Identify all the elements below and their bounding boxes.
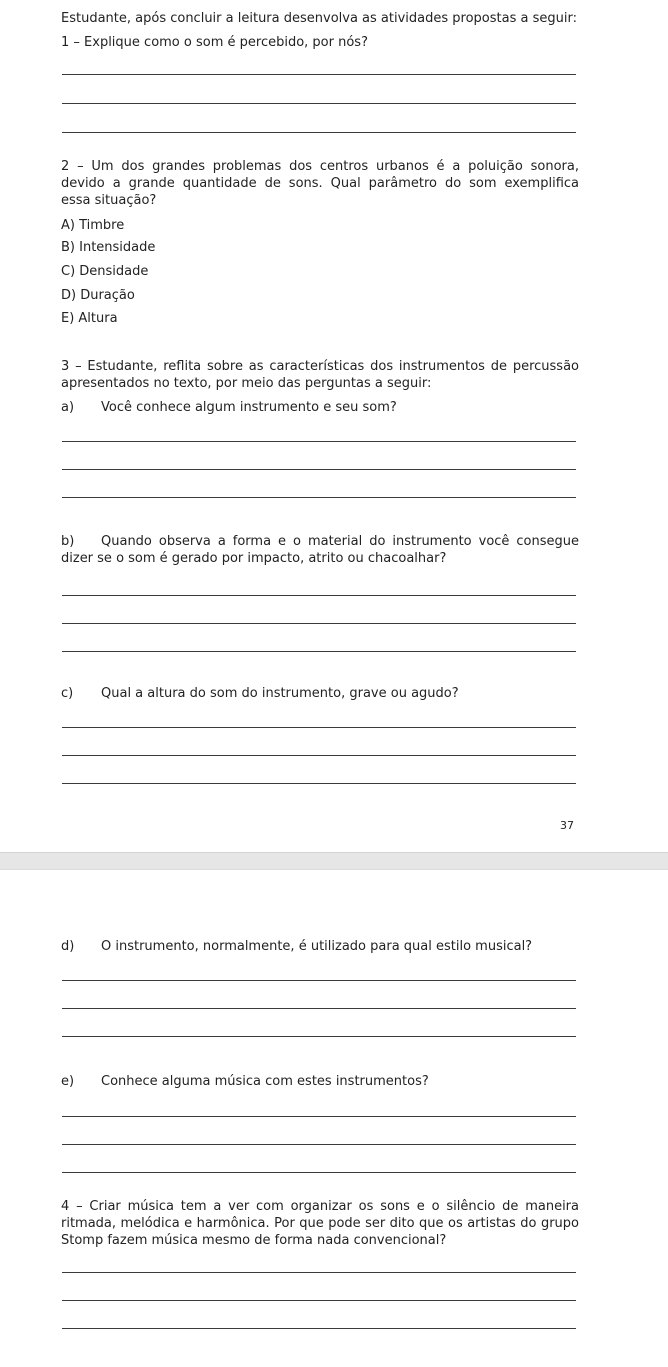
item-b-text-1: Quando observa a forma e o material do instrumento você consegue: [101, 534, 579, 549]
answer-line: [62, 755, 576, 756]
answer-line: [62, 1300, 576, 1301]
answer-line: [62, 783, 576, 784]
item-b-line-1: [61, 535, 579, 548]
answer-line: [62, 623, 576, 624]
question-2-line-3: essa situação?: [61, 193, 157, 208]
option-d: D) Duração: [61, 288, 135, 303]
answer-line: [62, 1036, 576, 1037]
item-e-text: Conhece alguma música com estes instrumentos?: [101, 1074, 429, 1089]
item-d-label: d): [61, 939, 75, 954]
question-4-line-1: 4 – Criar música tem a ver com organizar os sons e o silêncio de maneira: [61, 1199, 579, 1214]
item-a: [61, 401, 579, 414]
item-b-label: b): [61, 534, 75, 549]
option-a: A) Timbre: [61, 218, 125, 233]
item-c: [61, 687, 579, 700]
answer-line: [62, 103, 576, 104]
answer-line: [62, 132, 576, 133]
intro-text: Estudante, após concluir a leitura desenvolva as atividades propostas a seguir:: [61, 11, 577, 26]
question-4-line-2: ritmada, melódica e harmônica. Por que pode ser dito que os artistas do grupo: [61, 1216, 579, 1231]
item-a-text: Você conhece algum instrumento e seu som?: [101, 400, 397, 415]
question-1: 1 – Explique como o som é percebido, por nós?: [61, 35, 368, 50]
item-e-label: e): [61, 1074, 75, 1089]
answer-line: [62, 497, 576, 498]
question-4-line-3: Stomp fazem música mesmo de forma nada convencional?: [61, 1233, 447, 1248]
answer-line: [62, 441, 576, 442]
answer-line: [62, 727, 576, 728]
answer-line: [62, 595, 576, 596]
answer-line: [62, 1272, 576, 1273]
option-b: B) Intensidade: [61, 240, 156, 255]
item-e: [61, 1075, 579, 1088]
page-separator: [0, 852, 668, 870]
answer-line: [62, 469, 576, 470]
answer-line: [62, 1116, 576, 1117]
page-number: 37: [560, 819, 574, 832]
answer-line: [62, 1328, 576, 1329]
answer-line: [62, 1008, 576, 1009]
answer-line: [62, 1172, 576, 1173]
answer-line: [62, 74, 576, 75]
item-d-text: O instrumento, normalmente, é utilizado para qual estilo musical?: [101, 939, 533, 954]
answer-line: [62, 651, 576, 652]
answer-line: [62, 980, 576, 981]
item-c-text: Qual a altura do som do instrumento, grave ou agudo?: [101, 686, 459, 701]
page-38: [0, 870, 668, 1367]
question-3-line-1: 3 – Estudante, reflita sobre as características dos instrumentos de percussão: [61, 359, 579, 374]
answer-line: [62, 1144, 576, 1145]
question-2-line-2: devido a grande quantidade de sons. Qual parâmetro do som exemplifica: [61, 176, 579, 191]
question-2-line-1: 2 – Um dos grandes problemas dos centros urbanos é a poluição sonora,: [61, 159, 579, 174]
item-d: [61, 940, 579, 953]
option-e: E) Altura: [61, 311, 118, 326]
item-b-line-2: dizer se o som é gerado por impacto, atrito ou chacoalhar?: [61, 551, 447, 566]
item-a-label: a): [61, 400, 75, 415]
option-c: C) Densidade: [61, 264, 149, 279]
item-c-label: c): [61, 686, 74, 701]
question-3-line-2: apresentados no texto, por meio das perguntas a seguir:: [61, 376, 432, 391]
